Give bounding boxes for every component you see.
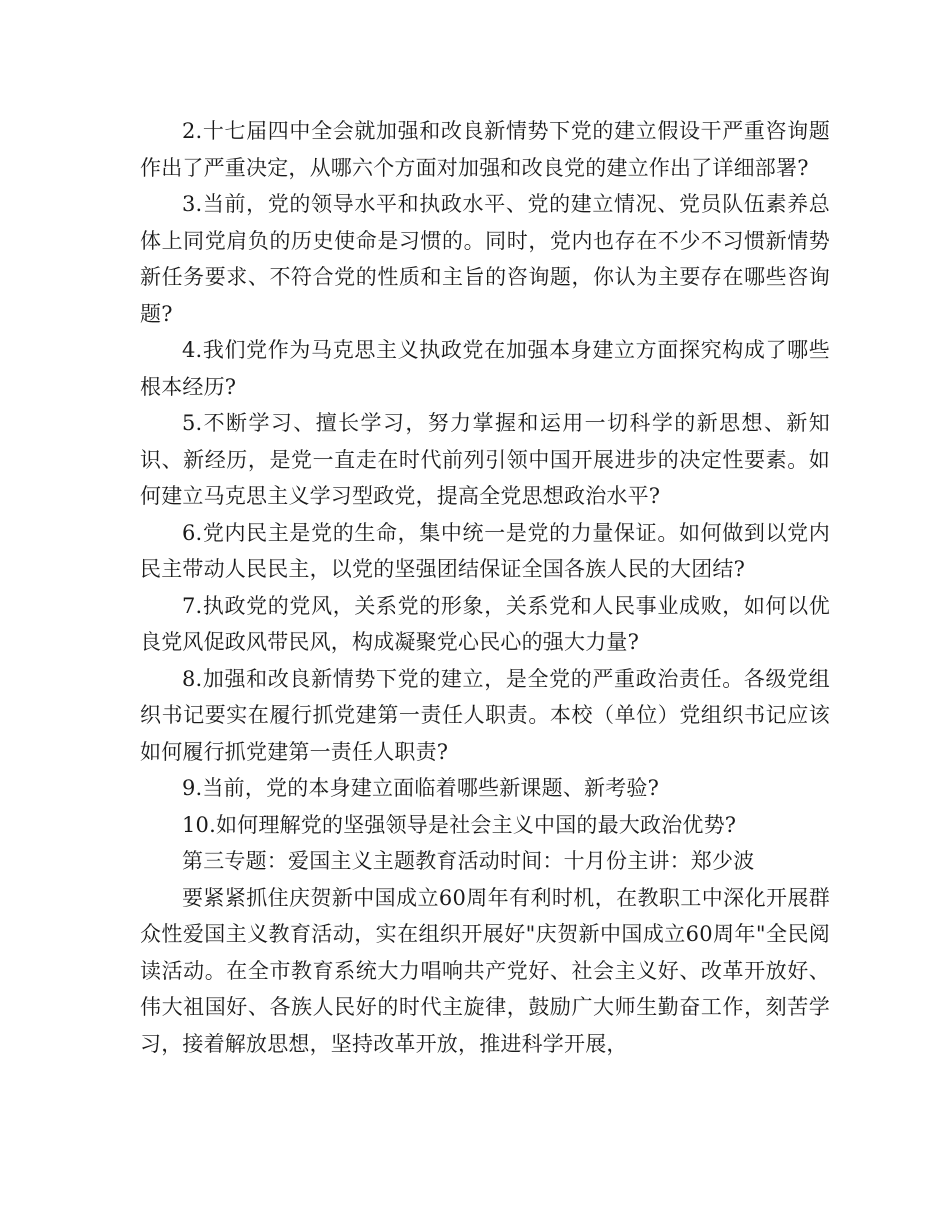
- question-3-paragraph: 3.当前，党的领导水平和执政水平、党的建立情况、党员队伍素养总体上同党肩负的历史使命是习惯的。同时，党内也存在不少不习惯新情势新任务要求、不符合党的性质和主旨的咨询题，你认为主要存在哪些咨询题?: [140, 192, 830, 326]
- question-5-paragraph: 5.不断学习、擅长学习，努力掌握和运用一切科学的新思想、新知识、新经历，是党一直走在时代前列引领中国开展进步的决定性要素。如何建立马克思主义学习型政党，提高全党思想政治水平?: [140, 411, 830, 508]
- body-paragraph: 要紧紧抓住庆贺新中国成立60周年有利时机，在教职工中深化开展群众性爱国主义教育活动，实在组织开展好"庆贺新中国成立60周年"全民阅读活动。在全市教育系统大力唱响共产党好、社会主义好、改革开放好、伟大祖国好、各族人民好的时代主旋律，鼓励广大师生勤奋工作，刻苦学习，接着解放思想，坚持改革开放，推进科学开展，: [140, 885, 830, 1056]
- question-6-paragraph: 6.党内民主是党的生命，集中统一是党的力量保证。如何做到以党内民主带动人民民主，以党的坚强团结保证全国各族人民的大团结?: [140, 520, 830, 581]
- question-9-paragraph: 9.当前，党的本身建立面临着哪些新课题、新考验?: [182, 776, 660, 800]
- question-10-paragraph: 10.如何理解党的坚强领导是社会主义中国的最大政治优势?: [182, 812, 737, 837]
- question-2-paragraph: 2.十七届四中全会就加强和改良新情势下党的建立假设干严重咨询题作出了严重决定，从哪六个方面对加强和改良党的建立作出了详细部署?: [140, 119, 830, 180]
- section-heading: 第三专题：爱国主义主题教育活动时间：十月份主讲：郑少波: [182, 849, 755, 873]
- question-4-paragraph: 4.我们党作为马克思主义执政党在加强本身建立方面探究构成了哪些根本经历?: [140, 338, 830, 399]
- question-8-paragraph: 8.加强和改良新情势下党的建立，是全党的严重政治责任。各级党组织书记要实在履行抓党建第一责任人职责。本校（单位）党组织书记应该如何履行抓党建第一责任人职责?: [140, 666, 830, 764]
- question-7-paragraph: 7.执政党的党风，关系党的形象，关系党和人民事业成败，如何以优良党风促政风带民风，构成凝聚党心民心的强大力量?: [140, 593, 830, 654]
